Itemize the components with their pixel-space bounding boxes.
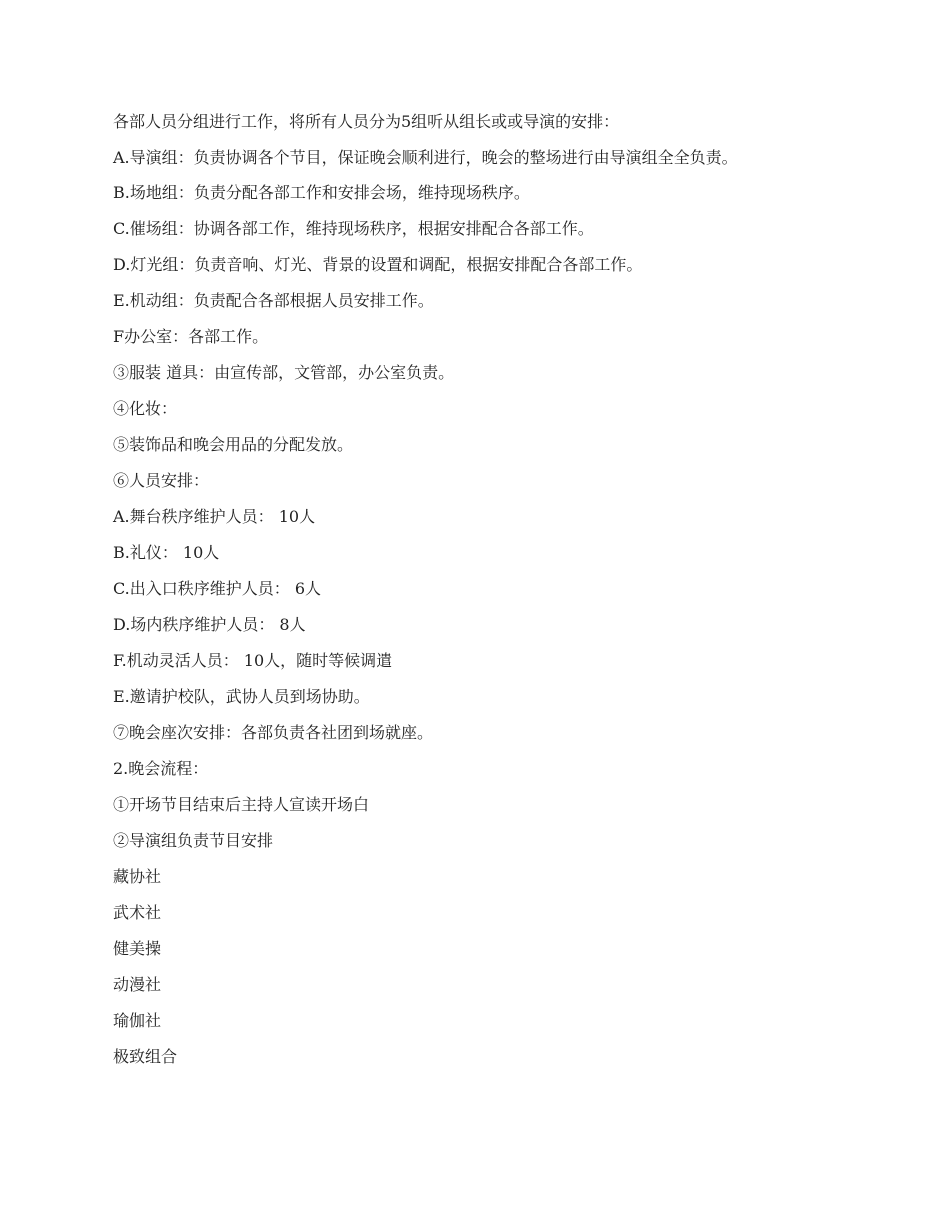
paragraph-venue-staff: D.场内秩序维护人员： 8人 — [113, 615, 306, 634]
paragraph-makeup: ④化妆： — [113, 399, 178, 418]
paragraph-directing-group: A.导演组：负责协调各个节目，保证晚会顺利进行，晚会的整场进行由导演组全全负责。 — [113, 148, 738, 167]
paragraph-venue-group: B.场地组：负责分配各部工作和安排会场，维持现场秩序。 — [113, 183, 530, 202]
paragraph-lighting-group: D.灯光组：负责音响、灯光、背景的设置和调配，根据安排配合各部工作。 — [113, 255, 643, 274]
paragraph-costume-props: ③服装 道具：由宣传部，文管部，办公室负责。 — [113, 363, 455, 382]
club-item: 武术社 — [113, 903, 162, 922]
paragraph-prompting-group: C.催场组：协调各部工作，维持现场秩序，根据安排配合各部工作。 — [113, 219, 594, 238]
paragraph-etiquette-staff: B.礼仪： 10人 — [113, 543, 220, 562]
paragraph-program-arrangement: ②导演组负责节目安排 — [113, 831, 274, 850]
paragraph-intro: 各部人员分组进行工作，将所有人员分为5组听从组长或或导演的安排： — [113, 112, 620, 131]
paragraph-entrance-staff: C.出入口秩序维护人员： 6人 — [113, 579, 322, 598]
paragraph-staffing-heading: ⑥人员安排： — [113, 471, 210, 490]
paragraph-program-heading: 2.晚会流程： — [113, 759, 209, 778]
paragraph-mobile-group: E.机动组：负责配合各部根据人员安排工作。 — [113, 291, 434, 310]
paragraph-office: F办公室：各部工作。 — [113, 327, 269, 346]
paragraph-invited-help: E.邀请护校队，武协人员到场协助。 — [113, 687, 370, 706]
club-item: 藏协社 — [113, 867, 162, 886]
paragraph-mobile-staff: F.机动灵活人员： 10人，随时等候调遣 — [113, 651, 393, 670]
paragraph-seating: ⑦晚会座次安排：各部负责各社团到场就座。 — [113, 723, 434, 742]
club-item: 健美操 — [113, 939, 162, 958]
paragraph-stage-staff: A.舞台秩序维护人员： 10人 — [113, 507, 316, 526]
document-body — [113, 112, 818, 1083]
club-item: 动漫社 — [113, 975, 162, 994]
paragraph-opening: ①开场节目结束后主持人宣读开场白 — [113, 795, 370, 814]
club-item: 瑜伽社 — [113, 1011, 162, 1030]
paragraph-decorations: ⑤装饰品和晚会用品的分配发放。 — [113, 435, 354, 454]
club-item: 极致组合 — [113, 1047, 178, 1066]
